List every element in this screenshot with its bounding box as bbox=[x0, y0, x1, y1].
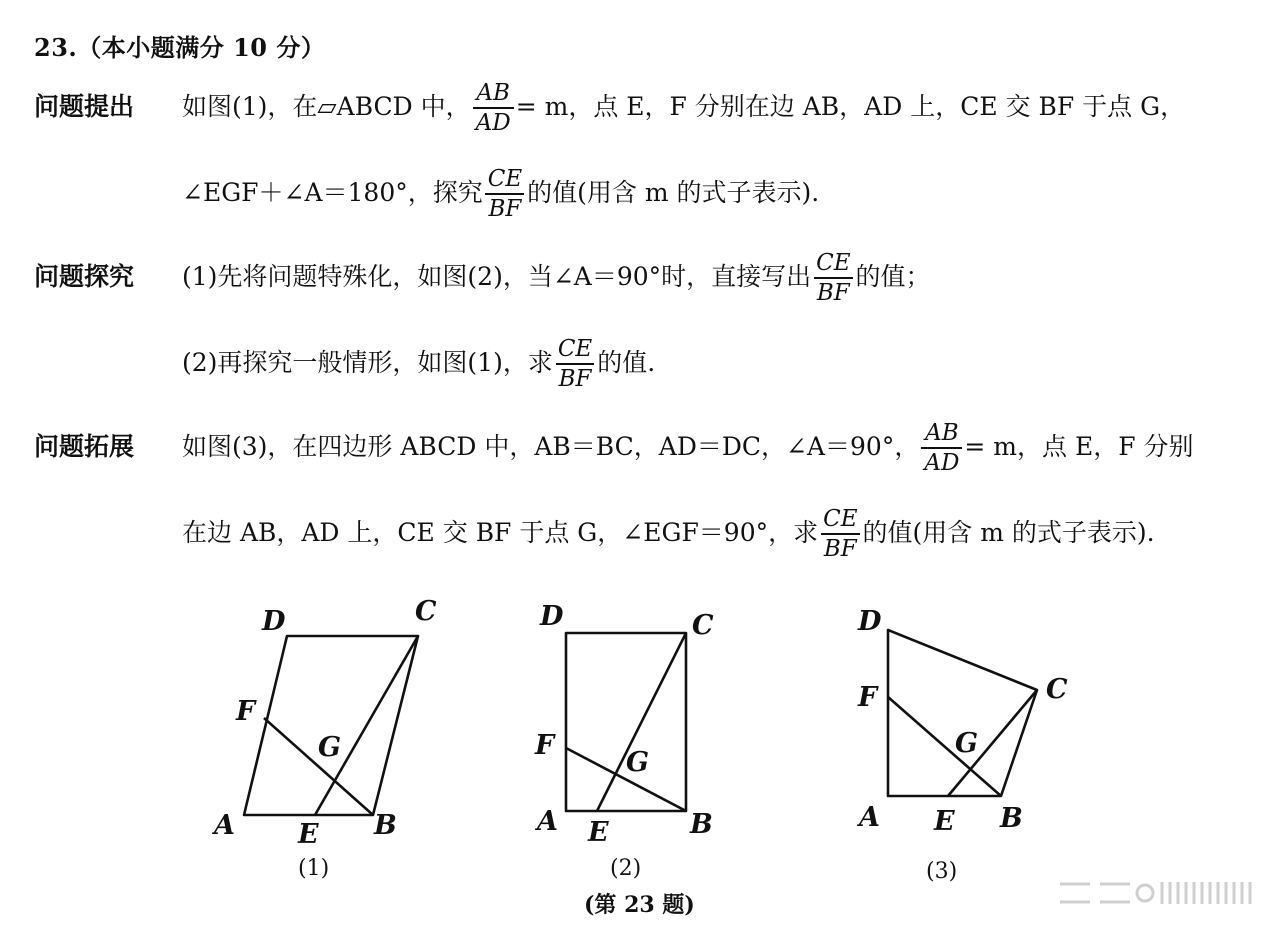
figure-1-caption: (1) bbox=[298, 856, 330, 881]
fraction-denominator: AD bbox=[473, 107, 514, 135]
fig2-label-b: B bbox=[690, 809, 713, 840]
fig2-label-f: F bbox=[535, 730, 555, 761]
fig2-label-e: E bbox=[588, 817, 609, 848]
fraction-numerator: CE bbox=[557, 336, 593, 362]
figure-1-segment-ce bbox=[315, 636, 418, 815]
section-exploration-line2 bbox=[182, 338, 655, 391]
text-segment: ∠EGF＋∠A＝180°，探究 bbox=[182, 178, 483, 207]
text-segment: (2)再探究一般情形，如图(1)，求 bbox=[182, 348, 553, 377]
text-segment: 如图(3)，在四边形 ABCD 中，AB＝BC，AD＝DC，∠A＝90°， bbox=[182, 432, 920, 461]
fig3-label-e: E bbox=[934, 806, 955, 837]
text-segment: 的值； bbox=[855, 262, 931, 291]
fig3-label-g: G bbox=[955, 728, 979, 759]
section-proposal-line1 bbox=[34, 82, 1185, 135]
fraction-denominator: BF bbox=[485, 193, 524, 221]
section-extension-tag: 问题拓展 bbox=[34, 432, 135, 461]
section-extension-line2 bbox=[182, 508, 1155, 561]
figure-3-caption: (3) bbox=[926, 859, 958, 884]
fig1-label-e: E bbox=[298, 819, 319, 850]
fraction-denominator: BF bbox=[814, 277, 853, 305]
fig1-label-g: G bbox=[318, 732, 342, 763]
fig3-label-b: B bbox=[1000, 803, 1023, 834]
fig2-label-d: D bbox=[540, 601, 564, 632]
figure-3-quadrilateral bbox=[888, 630, 1037, 796]
fraction-ce-bf bbox=[813, 252, 853, 305]
fraction-numerator: AB bbox=[925, 420, 959, 446]
figure-2-caption: (2) bbox=[610, 856, 642, 881]
problem-heading: 23.（本小题满分 10 分） bbox=[34, 33, 326, 62]
fig3-label-d: D bbox=[858, 606, 882, 637]
text-segment: 在边 AB，AD 上，CE 交 BF 于点 G，∠EGF＝90°，求 bbox=[182, 518, 819, 547]
text-segment: 的值(用含 m 的式子表示). bbox=[527, 178, 820, 207]
fig2-label-c: C bbox=[692, 610, 714, 641]
fig3-label-f: F bbox=[858, 682, 878, 713]
figure-1-diagram bbox=[244, 636, 418, 815]
section-proposal-tag: 问题提出 bbox=[34, 92, 135, 121]
fraction-denominator: AD bbox=[921, 447, 962, 475]
fraction-denominator: BF bbox=[556, 363, 595, 391]
watermark-logo bbox=[1050, 876, 1260, 910]
text-segment: 的值(用含 m 的式子表示). bbox=[862, 518, 1155, 547]
fraction-ce-bf bbox=[485, 168, 525, 221]
fig1-label-b: B bbox=[374, 810, 397, 841]
figure-2-rectangle bbox=[566, 633, 686, 811]
text-segment: = m，点 E，F 分别 bbox=[964, 432, 1194, 461]
fraction-ab-ad bbox=[921, 422, 962, 475]
section-exploration-tag: 问题探究 bbox=[34, 262, 135, 291]
fraction-denominator: BF bbox=[821, 533, 860, 561]
fig2-label-g: G bbox=[626, 747, 650, 778]
section-extension-line1 bbox=[34, 422, 1194, 475]
fig2-label-a: A bbox=[537, 806, 558, 837]
figure-3-segment-bf bbox=[888, 697, 1001, 796]
fig1-label-d: D bbox=[262, 606, 286, 637]
fig1-label-a: A bbox=[214, 810, 235, 841]
overall-figure-caption: (第 23 题) bbox=[584, 892, 695, 918]
fraction-numerator: CE bbox=[823, 506, 858, 532]
text-segment: (1)先将问题特殊化，如图(2)，当∠A＝90°时，直接写出 bbox=[182, 262, 812, 291]
fraction-ab-ad bbox=[473, 82, 514, 135]
fig3-label-a: A bbox=[859, 802, 880, 833]
figure-3-diagram bbox=[888, 630, 1037, 796]
section-proposal-line2 bbox=[182, 168, 819, 221]
figure-2-segment-ce bbox=[597, 633, 686, 811]
fig3-label-c: C bbox=[1046, 674, 1068, 705]
text-segment: = m，点 E，F 分别在边 AB，AD 上，CE 交 BF 于点 G， bbox=[515, 92, 1186, 121]
figure-2-diagram bbox=[566, 633, 686, 811]
fig1-label-c: C bbox=[415, 596, 437, 627]
fraction-numerator: AB bbox=[476, 80, 510, 106]
text-segment: 如图(1)，在▱ABCD 中， bbox=[182, 92, 471, 121]
fraction-numerator: CE bbox=[487, 166, 523, 192]
fig1-label-f: F bbox=[236, 696, 256, 727]
fraction-numerator: CE bbox=[816, 250, 851, 276]
text-segment: 的值. bbox=[597, 348, 656, 377]
fraction-ce-bf bbox=[820, 508, 860, 561]
section-exploration-line1 bbox=[34, 252, 931, 305]
fraction-ce-bf bbox=[555, 338, 595, 391]
